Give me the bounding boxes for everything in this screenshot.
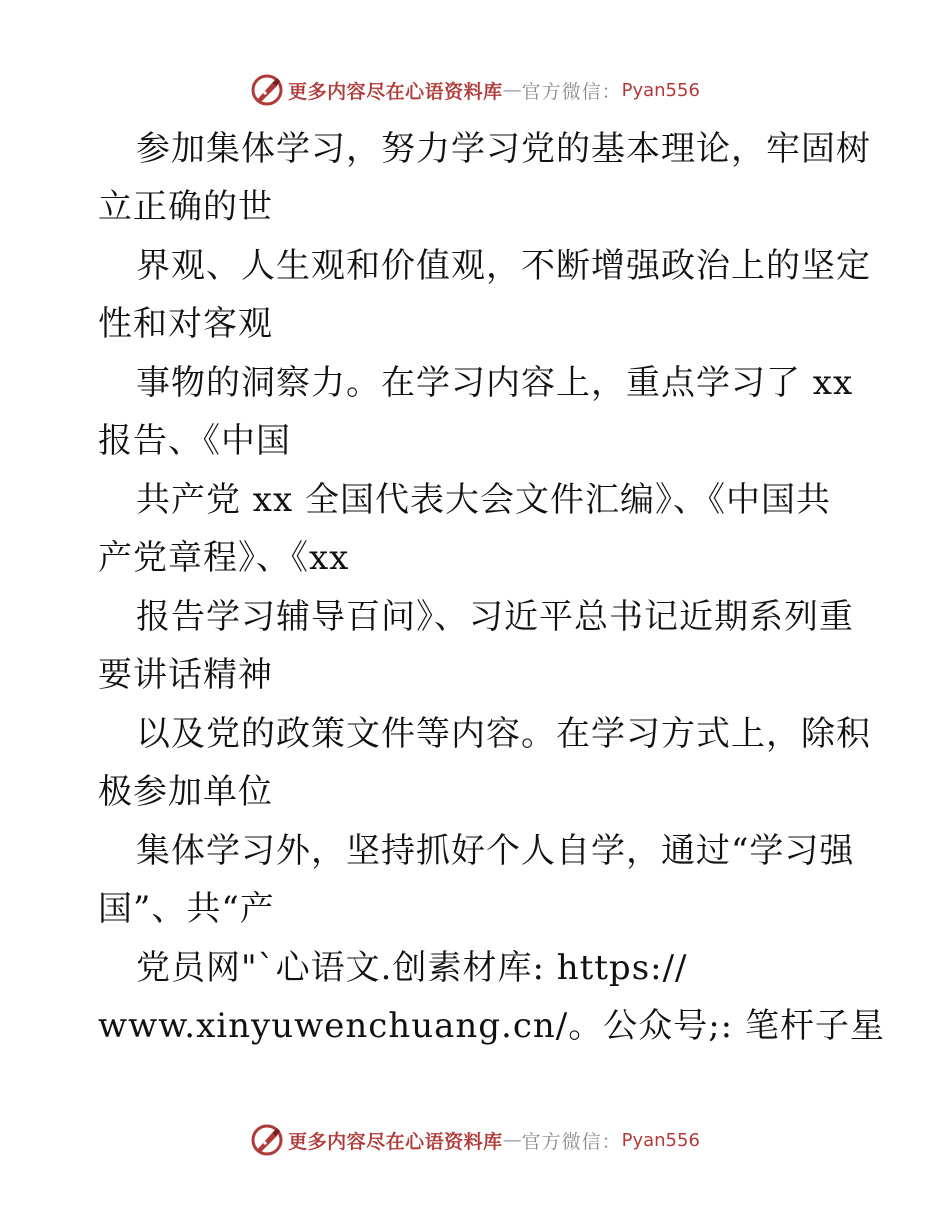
header-watermark xyxy=(0,70,950,110)
text-line: 参加集体学习，努力学习党的基本理论，牢固树 xyxy=(136,129,871,169)
watermark-dash: — xyxy=(502,1129,522,1151)
text-line: 产党章程》、《xx xyxy=(98,538,350,578)
text-line: 集体学习外，坚持抓好个人自学，通过“学习强 xyxy=(136,831,855,871)
watermark-dash: — xyxy=(502,79,522,101)
text-line: 立正确的世 xyxy=(98,187,273,227)
text-line: 要讲话精神 xyxy=(98,655,273,695)
text-line: 报告学习辅导百问》、习近平总书记近期系列重 xyxy=(136,597,854,637)
watermark-official-label: 官方微信： xyxy=(521,1130,622,1153)
text-line: 党员网"`心语文.创素材库: https:// xyxy=(136,948,688,988)
text-line: www.xinyuwenchuang.cn/。公众号;: 笔杆子星 xyxy=(98,1006,885,1046)
watermark-main-text: 更多内容尽在心语资料库 xyxy=(288,1130,503,1153)
document-body xyxy=(0,120,950,1080)
watermark-official-label: 官方微信： xyxy=(521,80,622,103)
text-line: 以及党的政策文件等内容。在学习方式上，除积 xyxy=(136,714,871,754)
text-line: 事物的洞察力。在学习内容上，重点学习了 xx xyxy=(136,363,854,403)
watermark-wechat-id: Pyan556 xyxy=(621,1129,700,1151)
text-line: 性和对客观 xyxy=(98,304,273,344)
text-line: 极参加单位 xyxy=(98,772,273,812)
text-line: 国”、共“产 xyxy=(98,889,275,929)
text-line: 共产党 xx 全国代表大会文件汇编》、《中国共 xyxy=(136,480,831,520)
text-line: 界观、人生观和价值观，不断增强政治上的坚定 xyxy=(136,246,871,286)
pen-nib-logo-icon xyxy=(250,1123,284,1157)
pen-nib-logo-icon xyxy=(250,73,284,107)
watermark-main-text: 更多内容尽在心语资料库 xyxy=(288,80,503,103)
watermark-wechat-id: Pyan556 xyxy=(621,79,700,101)
footer-watermark xyxy=(0,1120,950,1160)
text-line: 报告、《中国 xyxy=(98,421,291,461)
